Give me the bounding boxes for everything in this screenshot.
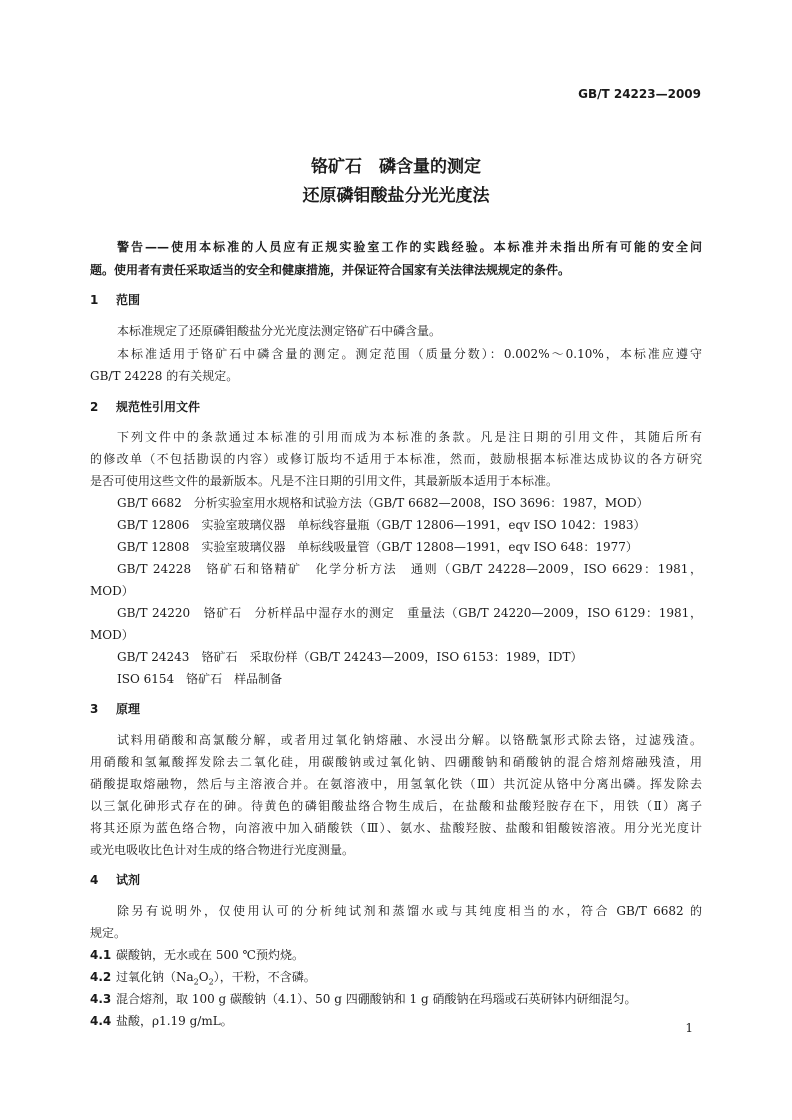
section-number: 1 bbox=[90, 293, 99, 307]
section-3-heading bbox=[90, 702, 140, 716]
section-number: 2 bbox=[90, 400, 99, 414]
reagent-number: 4.1 bbox=[90, 948, 112, 962]
reagent-item-4-1 bbox=[90, 948, 304, 962]
principle-line: 硝酸提取熔融物，然后与主溶液合并。在氨溶液中，用氢氧化铁（Ⅲ）共沉淀从铬中分离出磷。挥发除去 bbox=[90, 777, 702, 791]
page-number: 1 bbox=[685, 1021, 693, 1035]
section-title: 范围 bbox=[116, 293, 141, 307]
reference-gbt-24243: GB/T 24243 铬矿石 采取份样（GB/T 24243—2009，ISO 6153：1989，IDT） bbox=[117, 650, 583, 664]
reagent-text: 过氧化钠$(Na_2O_2)$，干粉，不含磷。 bbox=[116, 970, 316, 987]
section-1-heading bbox=[90, 293, 140, 307]
reagents-intro-line2: 规定。 bbox=[90, 926, 127, 940]
standard-code: GB/T 24223—2009 bbox=[578, 87, 701, 101]
principle-line: 试料用硝酸和高氯酸分解，或者用过氧化钠熔融、水浸出分解。以铬酰氯形式除去铬，过滤残渣。 bbox=[117, 733, 702, 747]
reagent-item-4-3 bbox=[90, 992, 636, 1006]
section-2-intro-line1: 下列文件中的条款通过本标准的引用而成为本标准的条款。凡是注日期的引用文件，其随后所有 bbox=[117, 430, 702, 444]
reagent-text: 盐酸，ρ1.19 g/mL。 bbox=[116, 1014, 233, 1028]
reagent-number: 4.4 bbox=[90, 1014, 112, 1028]
reagent-item-4-2 bbox=[90, 970, 316, 989]
section-1-paragraph-1: 本标准规定了还原磷钼酸盐分光光度法测定铬矿石中磷含量。 bbox=[117, 324, 442, 338]
section-2-intro-line2: 的修改单（不包括勘误的内容）或修订版均不适用于本标准，然而，鼓励根据本标准达成协议的各方研究 bbox=[90, 452, 702, 466]
reagent-number: 4.2 bbox=[90, 970, 112, 984]
warning-text-line1: 警告——使用本标准的人员应有正规实验室工作的实践经验。本标准并未指出所有可能的安全问 bbox=[117, 240, 702, 254]
section-title: 原理 bbox=[116, 702, 141, 716]
section-1-paragraph-2-line2: GB/T 24228 的有关规定。 bbox=[90, 369, 239, 383]
principle-line: 或光电吸收比色计对生成的络合物进行光度测量。 bbox=[90, 843, 355, 857]
reagent-text: 碳酸钠，无水或在 500 ℃预灼烧。 bbox=[116, 948, 304, 962]
section-2-heading bbox=[90, 400, 200, 414]
reference-gbt-12808: GB/T 12808 实验室玻璃仪器 单标线吸量管（GB/T 12808—1991，eqv ISO 648：1977） bbox=[117, 540, 638, 554]
reference-gbt-24228-continued: MOD） bbox=[90, 584, 134, 598]
document-title-line2: 还原磷钼酸盐分光光度法 bbox=[302, 186, 490, 206]
warning-text-line2: 题。使用者有责任采取适当的安全和健康措施，并保证符合国家有关法律法规规定的条件。 bbox=[90, 263, 571, 277]
section-title: 试剂 bbox=[116, 873, 141, 887]
section-number: 3 bbox=[90, 702, 99, 716]
section-number: 4 bbox=[90, 873, 99, 887]
reagent-item-4-4 bbox=[90, 1014, 233, 1028]
principle-line: 将其还原为蓝色络合物，向溶液中加入硝酸铁（Ⅲ）、氨水、盐酸羟胺、盐酸和钼酸铵溶液。用分光光度计 bbox=[90, 821, 702, 835]
reference-gbt-24220-continued: MOD） bbox=[90, 628, 134, 642]
principle-line: 用硝酸和氢氟酸挥发除去二氧化硅，用碳酸钠或过氧化钠、四硼酸钠和硝酸钠的混合熔剂熔融残渣，用 bbox=[90, 755, 702, 769]
section-4-heading bbox=[90, 873, 140, 887]
reference-gbt-24228: GB/T 24228 铬矿石和铬精矿 化学分析方法 通则（GB/T 24228—2009，ISO 6629：1981， bbox=[117, 562, 702, 576]
section-1-paragraph-2-line1: 本标准适用于铬矿石中磷含量的测定。测定范围（质量分数）：0.002%～0.10%，本标准应遵守 bbox=[117, 347, 702, 361]
document-title-line1: 铬矿石 磷含量的测定 bbox=[311, 157, 481, 177]
reagent-number: 4.3 bbox=[90, 992, 112, 1006]
principle-line: 以三氯化砷形式存在的砷。待黄色的磷钼酸盐络合物生成后，在盐酸和盐酸羟胺存在下，用铁（Ⅱ）离子 bbox=[90, 799, 702, 813]
reference-gbt-12806: GB/T 12806 实验室玻璃仪器 单标线容量瓶（GB/T 12806—1991，eqv ISO 1042：1983） bbox=[117, 518, 646, 532]
section-title: 规范性引用文件 bbox=[116, 400, 201, 414]
reference-gbt-24220: GB/T 24220 铬矿石 分析样品中湿存水的测定 重量法（GB/T 24220—2009，ISO 6129：1981， bbox=[117, 606, 702, 620]
reagent-text: 混合熔剂，取 100 g 碳酸钠（4.1）、50 g 四硼酸钠和 1 g 硝酸钠在玛瑙或石英研钵内研细混匀。 bbox=[116, 992, 637, 1006]
reference-iso-6154: ISO 6154 铬矿石 样品制备 bbox=[117, 672, 283, 686]
reference-gbt-6682: GB/T 6682 分析实验室用水规格和试验方法（GB/T 6682—2008，ISO 3696：1987，MOD） bbox=[117, 496, 649, 510]
section-2-intro-line3: 是否可使用这些文件的最新版本。凡是不注日期的引用文件，其最新版本适用于本标准。 bbox=[90, 474, 559, 488]
reagents-intro-line1: 除另有说明外，仅使用认可的分析纯试剂和蒸馏水或与其纯度相当的水，符合 GB/T 6682 的 bbox=[117, 904, 702, 918]
